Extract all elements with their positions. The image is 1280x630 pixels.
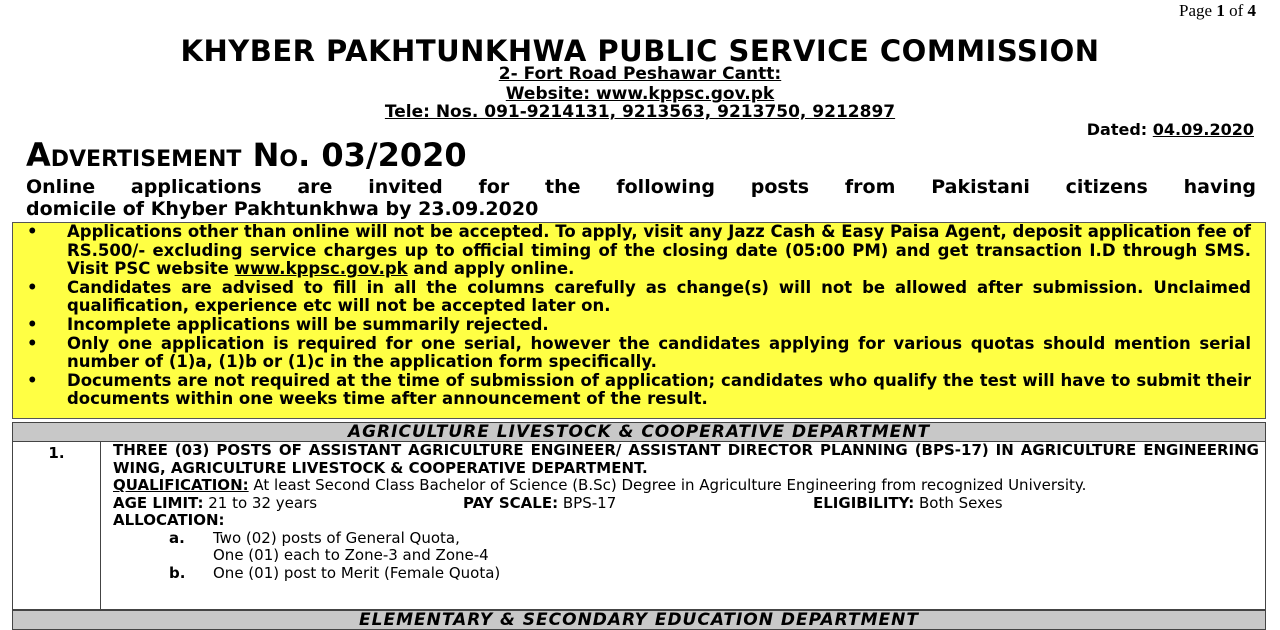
notice-item — [13, 279, 1265, 316]
eligibility-label: ELIGIBILITY: — [813, 493, 915, 512]
eligibility — [813, 495, 1003, 513]
allocation-text: Two (02) posts of General Quota, — [213, 528, 460, 547]
notice-text: Documents are not required at the time of submission of application; candidates who qualify the test will have to submit their documents within one weeks time after announcement of the result. — [67, 370, 1251, 409]
post-row — [12, 442, 1266, 610]
page-of-label: of — [1229, 1, 1244, 20]
adv-title-word: Advertisement — [26, 136, 242, 174]
intro-line-1: Online applications are invited for the following posts from Pakistani citizens having — [26, 176, 1256, 198]
page-label: Page — [1179, 1, 1213, 20]
post-number: 1. — [13, 442, 101, 609]
bullet-icon: • — [27, 222, 38, 241]
page-total: 4 — [1247, 1, 1256, 20]
allocation-text: One (01) each to Zone-3 and Zone-4 — [213, 546, 489, 564]
org-title: KHYBER PAKHTUNKHWA PUBLIC SERVICE COMMISSION — [180, 34, 1100, 68]
bullet-icon: • — [27, 314, 38, 334]
intro-line-2: domicile of Khyber Pakhtunkhwa by — [26, 198, 412, 220]
bullet-icon: • — [27, 277, 38, 297]
adv-title-no: No. — [252, 136, 311, 174]
notice-text: Applications other than online will not be accepted. To apply, visit any Jazz Cash & Easy Paisa Agent, deposit application fee of RS.500/- excluding service charges up to official timing of the closing date (05:00 PM) and get transaction I.D through SMS. Visit PSC website — [67, 222, 1251, 279]
age-label: AGE LIMIT: — [113, 493, 204, 512]
intro-deadline: 23.09.2020 — [418, 198, 539, 220]
qualification — [113, 477, 1259, 495]
allocation-letter: b. — [169, 563, 186, 582]
post-meta — [113, 495, 1259, 513]
post-details — [113, 442, 1259, 582]
page-number — [1179, 1, 1256, 21]
allocation-item-continued — [113, 547, 1259, 565]
notice-box — [12, 222, 1266, 419]
notice-item — [13, 316, 1265, 335]
website-line: Website: www.kppsc.gov.pk — [505, 84, 775, 104]
allocation-item — [113, 530, 1259, 548]
address-line: 2- Fort Road Peshawar Cantt: — [498, 64, 782, 84]
allocation-label: ALLOCATION: — [113, 511, 225, 529]
notice-text-suffix: and apply online. — [413, 259, 575, 279]
dated-value: 04.09.2020 — [1152, 120, 1254, 139]
qualification-text: At least Second Class Bachelor of Science (B.Sc) Degree in Agriculture Engineering from recognized University. — [253, 476, 1087, 494]
post-title: THREE (03) POSTS OF ASSISTANT AGRICULTURE ENGINEER/ ASSISTANT DIRECTOR PLANNING (BPS-17) IN AGRICULTURE ENGINEERING WING, AGRICULTURE LIVESTOCK & COOPERATIVE DEPARTMENT. — [113, 441, 1259, 477]
dated-label: Dated: — [1086, 120, 1148, 139]
notice-item — [13, 372, 1265, 409]
age-limit — [113, 495, 317, 513]
age-value: 21 to 32 years — [208, 493, 318, 512]
eligibility-value: Both Sexes — [919, 493, 1003, 512]
telephone-line: Tele: Nos. 091-9214131, 9213563, 9213750, 9212897 — [384, 102, 896, 122]
pay-label: PAY SCALE: — [463, 493, 559, 512]
advertisement-title — [26, 136, 467, 174]
pay-scale — [463, 495, 616, 513]
bullet-icon: • — [27, 370, 38, 390]
notice-item — [13, 223, 1265, 279]
date-line — [1087, 120, 1254, 139]
notice-item — [13, 335, 1265, 372]
intro-paragraph — [26, 176, 1256, 220]
department-header-agriculture: AGRICULTURE LIVESTOCK & COOPERATIVE DEPARTMENT — [12, 422, 1266, 442]
bullet-icon: • — [27, 333, 38, 353]
pay-value: BPS-17 — [562, 493, 617, 512]
qualification-label: QUALIFICATION: — [113, 476, 249, 494]
notice-text: Candidates are advised to fill in all the columns carefully as change(s) will not be allowed after submission. Unclaimed qualification, experience etc will not be accepted later on. — [67, 277, 1251, 316]
allocation-text: One (01) post to Merit (Female Quota) — [213, 563, 501, 582]
allocation-letter: a. — [169, 528, 185, 547]
page-current: 1 — [1216, 1, 1225, 20]
notice-text: Incomplete applications will be summarily rejected. — [67, 314, 549, 334]
adv-title-number: 03/2020 — [321, 136, 467, 174]
notice-text: Only one application is required for one serial, however the candidates applying for various quotas should mention serial number of (1)a, (1)b or (1)c in the application form specifically. — [67, 333, 1251, 372]
website-link[interactable]: www.kppsc.gov.pk — [234, 259, 408, 279]
allocation-item — [113, 565, 1259, 583]
department-header-education: ELEMENTARY & SECONDARY EDUCATION DEPARTMENT — [12, 610, 1266, 630]
